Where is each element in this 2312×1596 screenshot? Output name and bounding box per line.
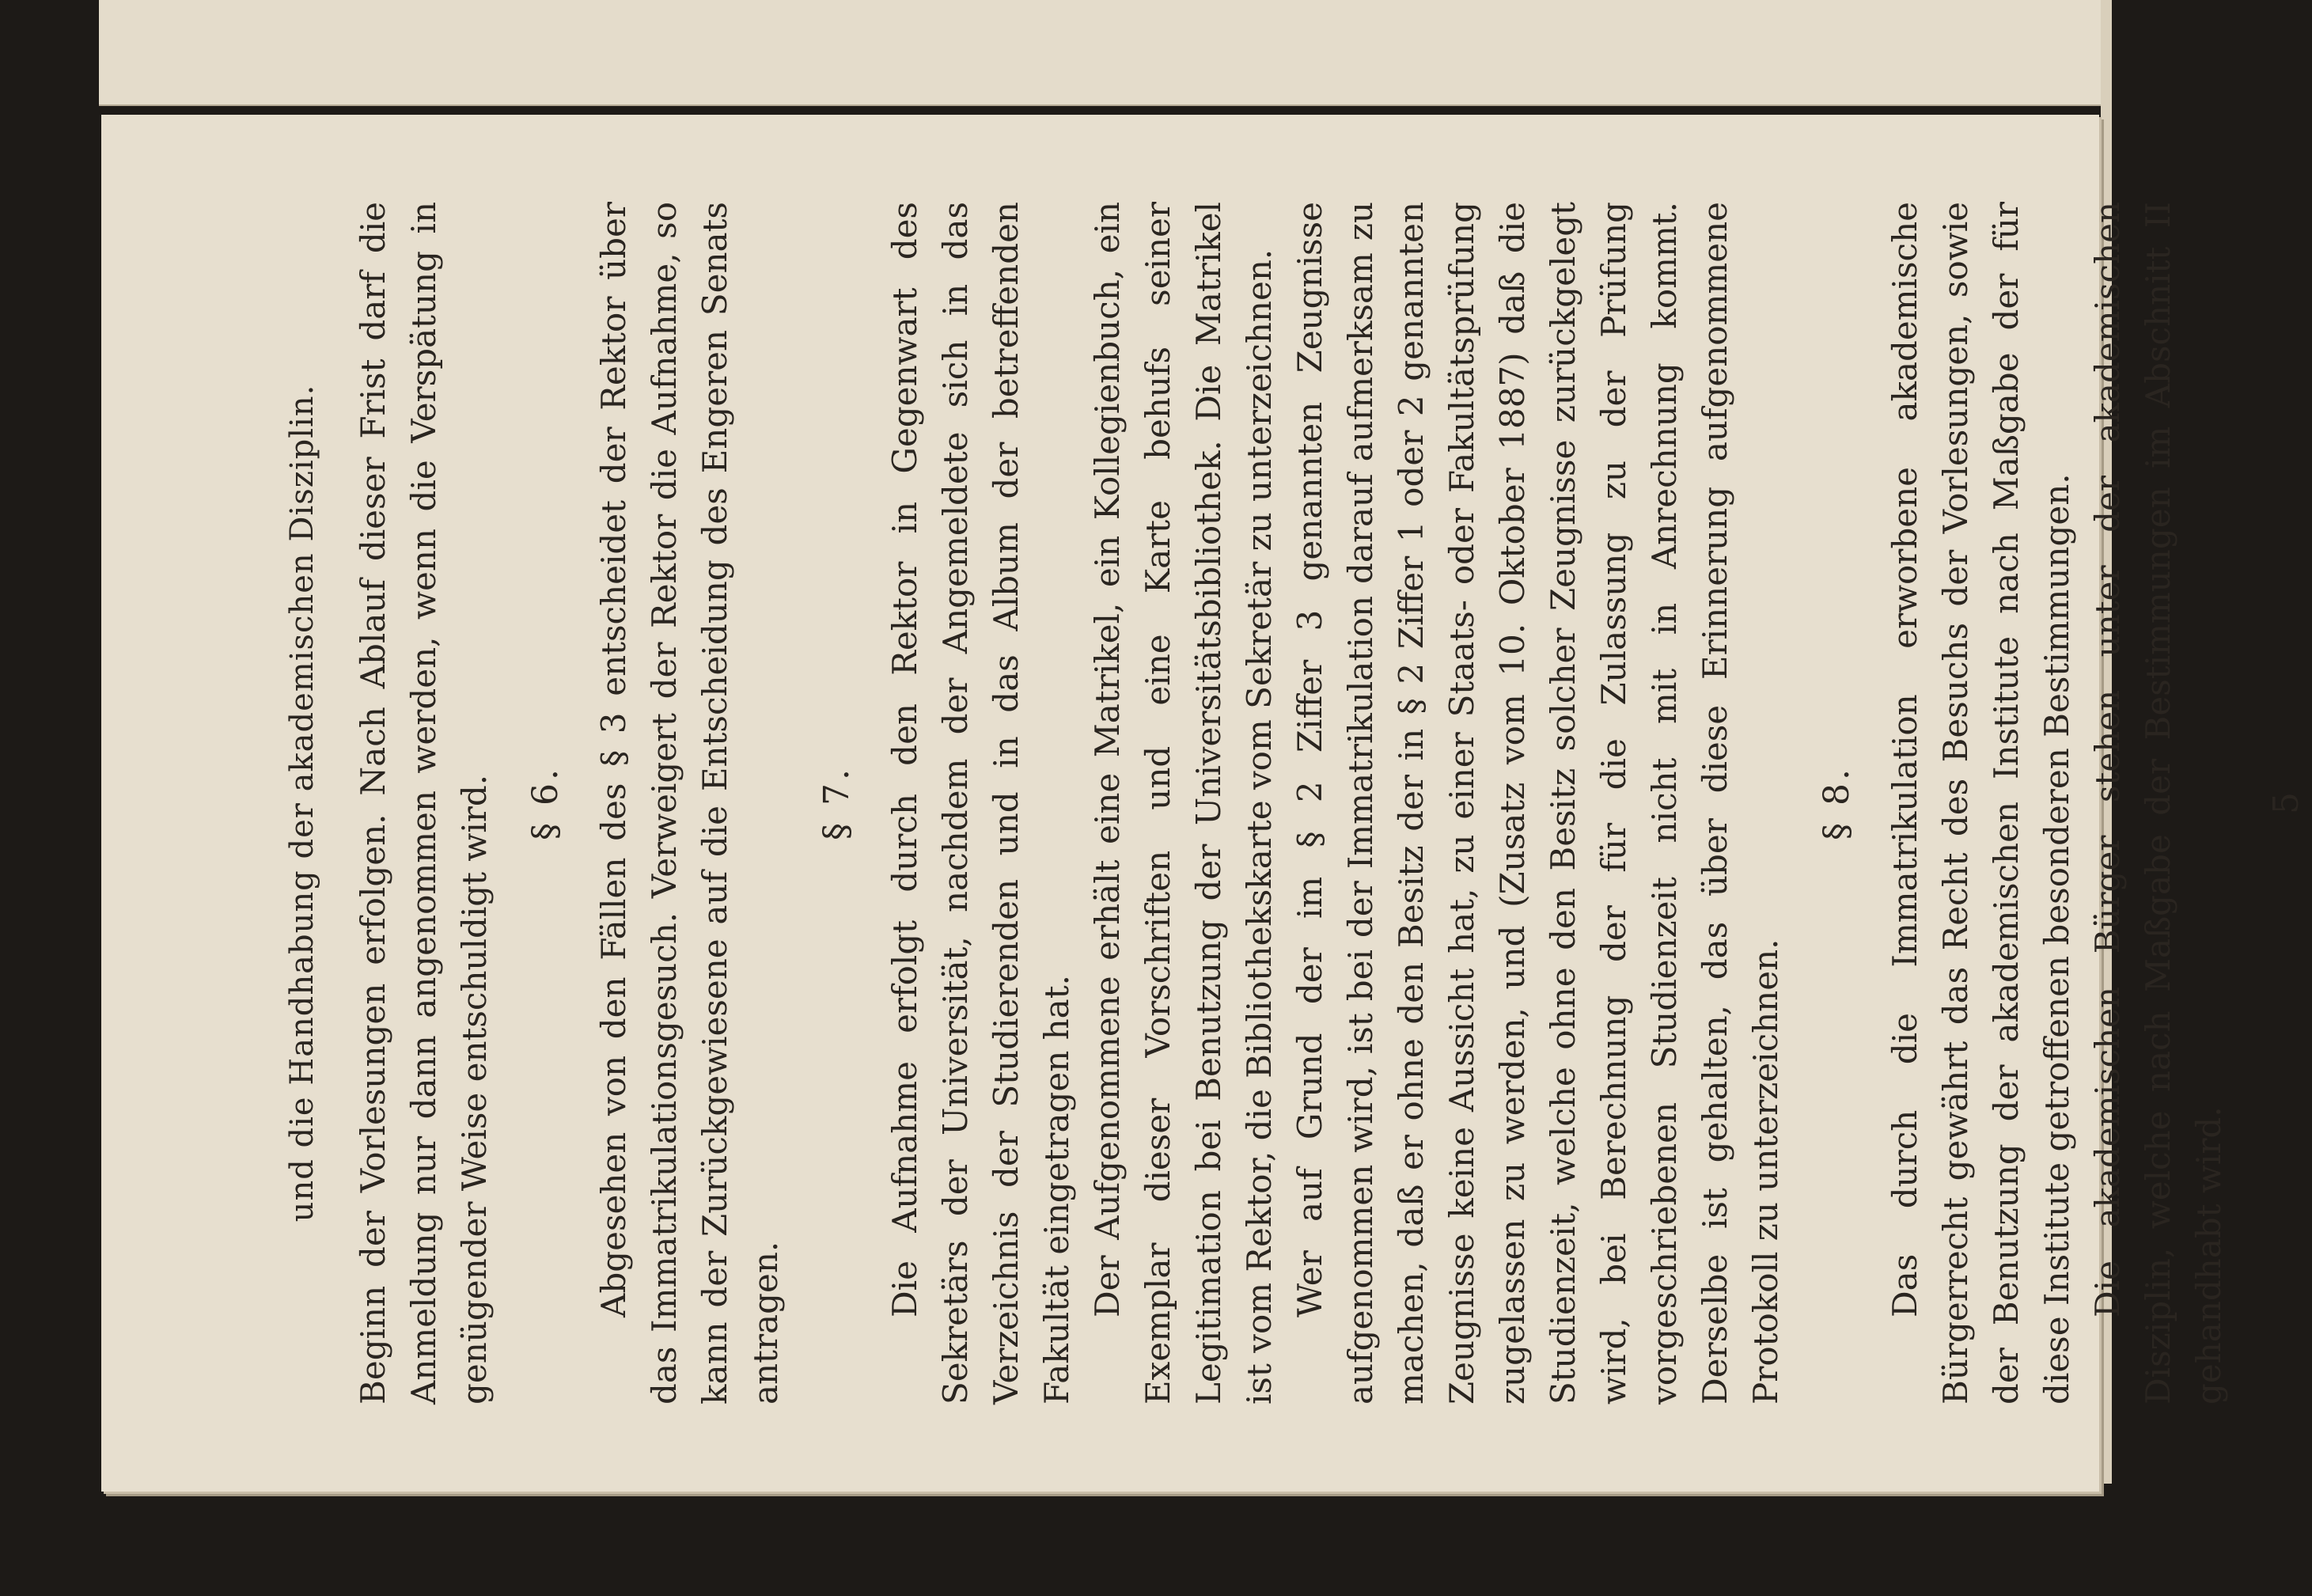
running-header: und die Handhabung der akademischen Disziplin.	[284, 384, 320, 1223]
adjacent-page-top	[99, 0, 2101, 106]
section-8-heading: § 8.	[1817, 766, 1857, 840]
section-8-paragraph-2: Die akademischen Bürger stehen unter der akademischen Disziplin, welche nach Maßgabe der Bestimmungen im Abschnitt II gehandhabt wird.	[2088, 202, 2228, 1405]
paragraph-continued: Beginn der Vorlesungen erfolgen. Nach Ablauf dieser Frist darf die Anmeldung nur dann angenommen werden, wenn die Verspätung in genügender Weise entschuldigt wird.	[354, 202, 494, 1405]
rotated-text-block	[277, 194, 2306, 1412]
section-8-paragraph-1: Das durch die Immatrikulation erworbene akademische Bürgerrecht gewährt das Recht des Besuchs der Vorlesungen, sowie der Benutzung der akademischen Institute nach Maßgabe der für diese Institute getroffenen besonderen Bestimmungen.	[1886, 202, 2076, 1405]
page-number: 5	[2266, 792, 2306, 814]
section-7-paragraph-3: Wer auf Grund der im § 2 Ziffer 3 genannten Zeugnisse aufgenommen wird, ist bei der Immatrikulation darauf aufmerksam zu machen, daß er ohne den Besitz der in § 2 Ziffer 1 oder 2 genannten Zeugnisse keine Aussicht hat, zu einer Staats- oder Fakultätsprüfung zugelassen zu werden, und (Zusatz vom 10. Oktober 1887) daß die Studienzeit, welche ohne den Besitz solcher Zeugnisse zurückgelegt wird, bei Berechnung der für die Zulassung zu der Prüfung vorgeschriebenen Studienzeit nicht mit in Anrechnung kommt. Derselbe ist gehalten, das über diese Erinnerung aufgenommene Protokoll zu unterzeichnen.	[1291, 202, 1785, 1405]
section-7-paragraph-2: Der Aufgenommene erhält eine Matrikel, ein Kollegienbuch, ein Exemplar dieser Vorschriften und eine Karte behufs seiner Legitimation bei Benutzung der Universitätsbibliothek. Die Matrikel ist vom Rektor, die Bibliothekskarte vom Sekretär zu unterzeichnen.	[1088, 202, 1279, 1405]
section-6-heading: § 6.	[525, 766, 566, 840]
section-6-paragraph: Abgesehen von den Fällen des § 3 entscheidet der Rektor über das Immatrikulationsgesuch. Verweigert der Rektor die Aufnahme, so kann der Zurückgewiesene auf die Entscheidung des Engeren Senats antragen.	[594, 202, 785, 1405]
section-7-heading: § 7.	[817, 766, 857, 840]
section-7-paragraph-1: Die Aufnahme erfolgt durch den Rektor in Gegenwart des Sekretärs der Universität, nachdem der Angemeldete sich in das Verzeichnis der Studierenden und in das Album der betreffenden Fakultät eingetragen hat.	[885, 202, 1076, 1405]
